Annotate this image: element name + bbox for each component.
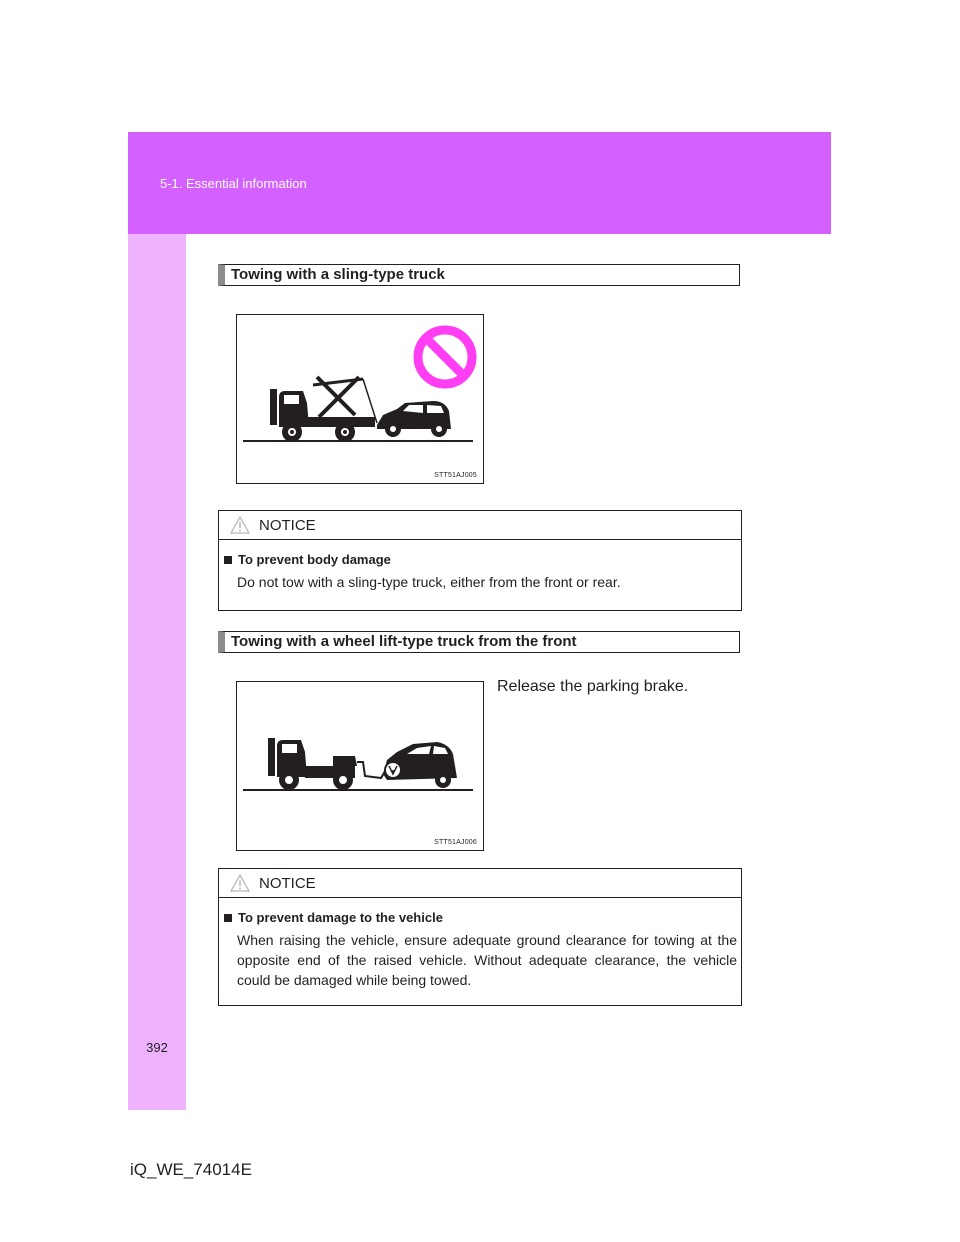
wheel-lift-arm-icon bbox=[357, 762, 387, 778]
notice-title-text: To prevent damage to the vehicle bbox=[238, 910, 443, 925]
chapter-title: 5-1. Essential information bbox=[160, 176, 307, 191]
sling-tow-illustration bbox=[237, 315, 485, 485]
notice-title-text: To prevent body damage bbox=[238, 552, 391, 567]
notice-text: Do not tow with a sling-type truck, either from the front or rear. bbox=[237, 574, 621, 590]
square-bullet-icon bbox=[224, 556, 232, 564]
notice-label: NOTICE bbox=[259, 875, 316, 892]
figure-code: STT51AJ006 bbox=[434, 839, 477, 846]
section-heading-wheel-lift: Towing with a wheel lift-type truck from the front bbox=[218, 631, 740, 653]
warning-triangle-icon bbox=[230, 516, 250, 534]
notice-title bbox=[224, 910, 737, 925]
figure-sling-tow bbox=[236, 314, 484, 484]
tow-truck-icon bbox=[268, 738, 357, 790]
figure-wheel-lift-tow bbox=[236, 681, 484, 851]
notice-title bbox=[224, 552, 737, 567]
document-id: iQ_WE_74014E bbox=[130, 1160, 252, 1179]
notice-box-vehicle-damage bbox=[218, 868, 742, 1006]
page-number: 392 bbox=[146, 1040, 168, 1055]
wheel-lift-tow-illustration bbox=[237, 682, 485, 852]
car-icon bbox=[383, 742, 457, 788]
sling-boom-icon bbox=[313, 377, 377, 423]
notice-header bbox=[219, 511, 741, 540]
instruction-text: Release the parking brake. bbox=[497, 678, 689, 695]
warning-triangle-icon bbox=[230, 874, 250, 892]
notice-label: NOTICE bbox=[259, 517, 316, 534]
prohibition-icon bbox=[418, 330, 472, 384]
notice-text: When raising the vehicle, ensure adequate ground clearance for towing at the opposite end of the raised vehicle. Without adequate clearance, the vehicle could be damaged while being towed. bbox=[237, 932, 737, 988]
square-bullet-icon bbox=[224, 914, 232, 922]
section-heading-sling: Towing with a sling-type truck bbox=[218, 264, 740, 286]
side-band bbox=[128, 234, 186, 1110]
notice-header bbox=[219, 869, 741, 898]
notice-box-body-damage bbox=[218, 510, 742, 611]
figure-code: STT51AJ005 bbox=[434, 472, 477, 479]
car-icon bbox=[377, 401, 451, 437]
